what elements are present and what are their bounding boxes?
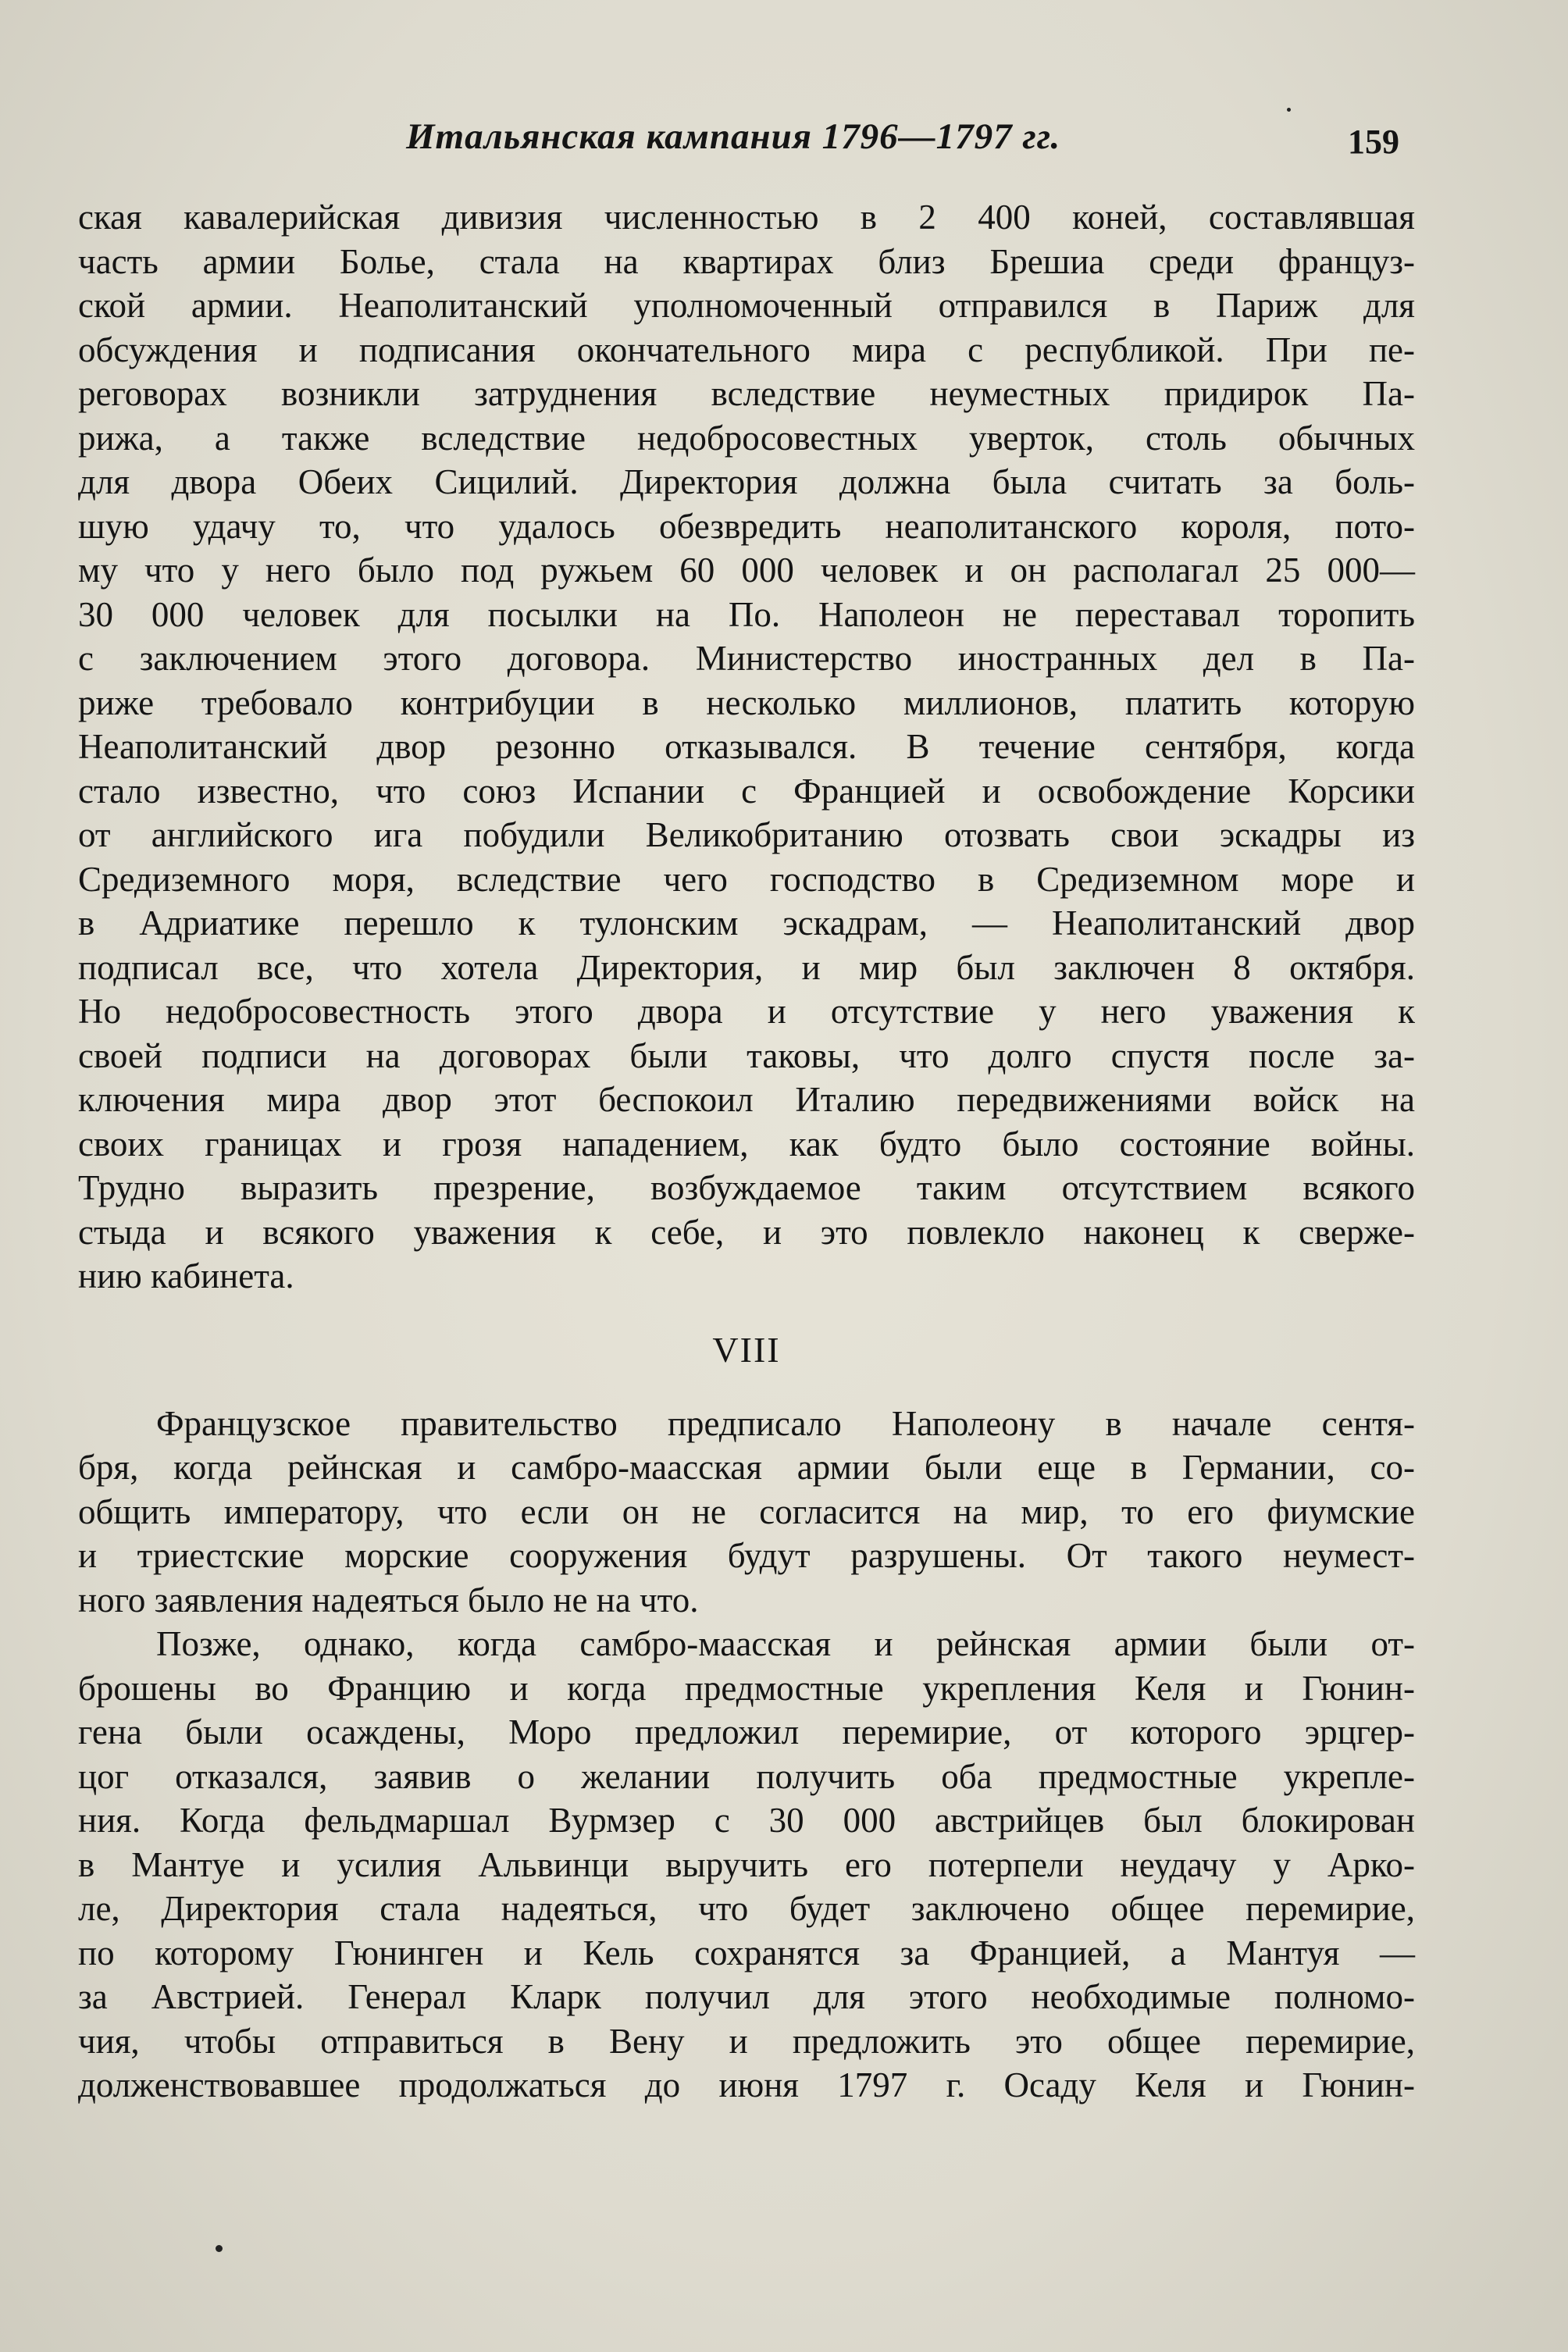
- text-line: с заключением этого договора. Министерство иностранных дел в Па-: [78, 639, 1415, 678]
- text-line: Французское правительство предписало Наполеону в начале сентя-: [156, 1403, 1415, 1443]
- text-line: подписал все, что хотела Директория, и мир был заключен 8 октября.: [78, 947, 1415, 987]
- text-line: 30 000 человек для посылки на По. Наполеон не переставал торопить: [78, 594, 1415, 634]
- text-line: нию кабинета.: [78, 1256, 294, 1295]
- text-line: шую удачу то, что удалось обезвредить неаполитанского короля, пото-: [78, 506, 1415, 546]
- text-line: своих границах и грозя нападением, как будто было состояние войны.: [78, 1124, 1415, 1164]
- text-line: ного заявления надеяться было не на что.: [78, 1580, 699, 1620]
- text-line: своей подписи на договорах были таковы, что долго спустя после за-: [78, 1035, 1415, 1075]
- text-line: для двора Обеих Сицилий. Директория должна была считать за боль-: [78, 462, 1415, 501]
- text-line: в Адриатике перешло к тулонским эскадрам, — Неаполитанский двор: [78, 903, 1415, 943]
- text-block: [78, 195, 1415, 2108]
- text-line: и триестские морские сооружения будут разрушены. От такого неумест-: [78, 1536, 1415, 1575]
- paragraph: [78, 195, 1415, 1299]
- ink-speck: [216, 2245, 223, 2252]
- text-line: Средиземного моря, вследствие чего господство в Средиземном море и: [78, 859, 1415, 899]
- text-line: бря, когда рейнская и самбро-маасская армии были еще в Германии, со-: [78, 1448, 1415, 1487]
- text-line: рижа, а также вследствие недобросовестных уверток, столь обычных: [78, 418, 1415, 458]
- text-line: общить императору, что если он не согласится на мир, то его фиумские: [78, 1491, 1415, 1531]
- text-line: реговорах возникли затруднения вследствие неуместных придирок Па-: [78, 374, 1415, 413]
- section-heading: VIII: [712, 1329, 781, 1370]
- text-line: по которому Гюнинген и Кель сохранятся за Францией, а Мантуя —: [78, 1933, 1415, 1972]
- text-line: стыда и всякого уважения к себе, и это повлекло наконец к сверже-: [78, 1212, 1415, 1252]
- text-line: часть армии Болье, стала на квартирах близ Брешиа среди француз-: [78, 241, 1415, 281]
- paragraph: [78, 1622, 1415, 2108]
- text-line: от английского ига побудили Великобританию отозвать свои эскадры из: [78, 815, 1415, 854]
- text-line: Неаполитанский двор резонно отказывался. В течение сентября, когда: [78, 727, 1415, 766]
- page-number: 159: [1348, 123, 1399, 161]
- paragraph: [78, 1402, 1415, 1623]
- text-line: гена были осаждены, Моро предложил перемирие, от которого эрцгер-: [78, 1712, 1415, 1752]
- text-line: ская кавалерийская дивизия численностью в 2 400 коней, составлявшая: [78, 198, 1415, 237]
- text-line: му что у него было под ружьем 60 000 человек и он располагал 25 000—: [78, 551, 1415, 590]
- text-line: ской армии. Неаполитанский уполномоченный отправился в Париж для: [78, 286, 1415, 325]
- text-line: Позже, однако, когда самбро-маасская и рейнская армии были от-: [156, 1624, 1415, 1663]
- text-line: брошены во Францию и когда предмостные укрепления Келя и Гюнин-: [78, 1668, 1415, 1708]
- running-head: Итальянская кампания 1796—1797 гг.: [406, 116, 1061, 157]
- text-line: обсуждения и подписания окончательного мира с республикой. При пе-: [78, 330, 1415, 369]
- text-line: чия, чтобы отправиться в Вену и предложить это общее перемирие,: [78, 2021, 1415, 2061]
- text-line: ключения мира двор этот беспокоил Италию передвижениями войск на: [78, 1080, 1415, 1119]
- text-line: риже требовало контрибуции в несколько миллионов, платить которую: [78, 682, 1415, 722]
- ink-speck: [1287, 108, 1291, 112]
- text-line: в Мантуе и усилия Альвинци выручить его потерпели неудачу у Арко-: [78, 1844, 1415, 1884]
- text-line: стало известно, что союз Испании с Францией и освобождение Корсики: [78, 771, 1415, 811]
- text-line: долженствовавшее продолжаться до июня 1797 г. Осаду Келя и Гюнин-: [78, 2065, 1415, 2104]
- text-line: Но недобросовестность этого двора и отсутствие у него уважения к: [78, 992, 1415, 1031]
- text-line: цог отказался, заявив о желании получить оба предмостные укрепле-: [78, 1756, 1415, 1796]
- text-line: за Австрией. Генерал Кларк получил для этого необходимые полномо-: [78, 1977, 1415, 2016]
- text-line: Трудно выразить презрение, возбуждаемое таким отсутствием всякого: [78, 1168, 1415, 1207]
- text-line: ния. Когда фельдмаршал Вурмзер с 30 000 австрийцев был блокирован: [78, 1801, 1415, 1840]
- text-line: ле, Директория стала надеяться, что будет заключено общее перемирие,: [78, 1889, 1415, 1928]
